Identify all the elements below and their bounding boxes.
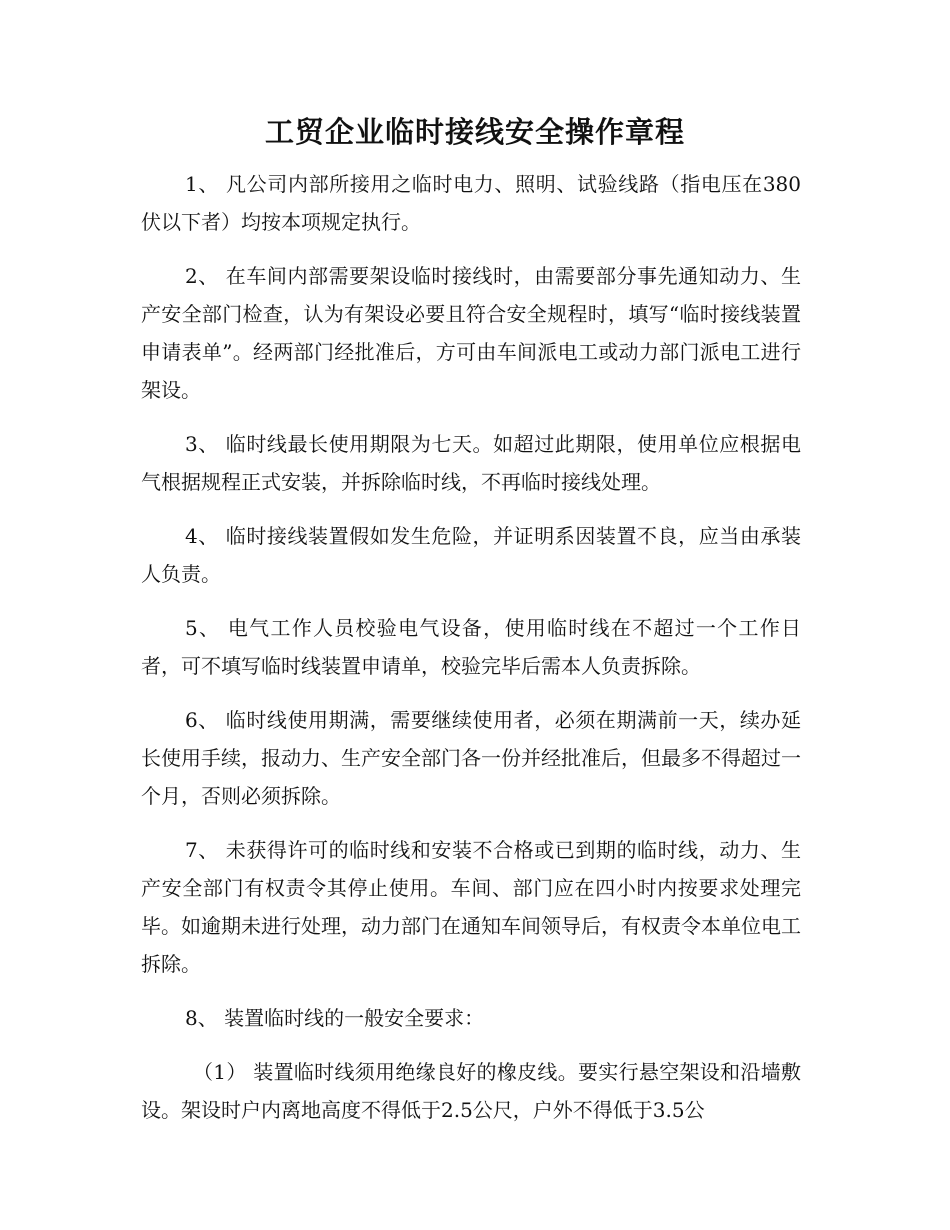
paragraph-4: 4、 临时接线装置假如发生危险，并证明系因装置不良，应当由承装人负责。 xyxy=(141,524,801,586)
paragraph-8-1: （1） 装置临时线须用绝缘良好的橡皮线。要实行悬空架设和沿墙敷设。架设时户内离地高度不得低于2.5公尺，户外不得低于3.5公 xyxy=(141,1060,801,1122)
paragraph-5: 5、 电气工作人员校验电气设备，使用临时线在不超过一个工作日者，可不填写临时线装置申请单，校验完毕后需本人负责拆除。 xyxy=(141,616,801,678)
paragraph-6: 6、 临时线使用期满，需要继续使用者，必须在期满前一天，续办延长使用手续，报动力、生产安全部门各一份并经批准后，但最多不得超过一个月，否则必须拆除。 xyxy=(141,708,801,808)
paragraph-1: 1、 凡公司内部所接用之临时电力、照明、试验线路（指电压在380伏以下者）均按本项规定执行。 xyxy=(141,172,801,234)
paragraph-7: 7、 未获得许可的临时线和安装不合格或已到期的临时线，动力、生产安全部门有权责令其停止使用。车间、部门应在四小时内按要求处理完毕。如逾期未进行处理，动力部门在通知车间领导后，有权责令本单位电工拆除。 xyxy=(141,838,801,976)
paragraph-8: 8、 装置临时线的一般安全要求： xyxy=(185,1006,485,1030)
paragraph-2: 2、 在车间内部需要架设临时接线时，由需要部分事先通知动力、生产安全部门检查，认为有架设必要且符合安全规程时，填写“临时接线装置申请表单”。经两部门经批准后，方可由车间派电工或动力部门派电工进行架设。 xyxy=(141,264,801,402)
paragraph-3: 3、 临时线最长使用期限为七天。如超过此期限，使用单位应根据电气根据规程正式安装，并拆除临时线，不再临时接线处理。 xyxy=(141,432,801,494)
document-title: 工贸企业临时接线安全操作章程 xyxy=(264,115,685,149)
document-body xyxy=(141,165,801,1145)
